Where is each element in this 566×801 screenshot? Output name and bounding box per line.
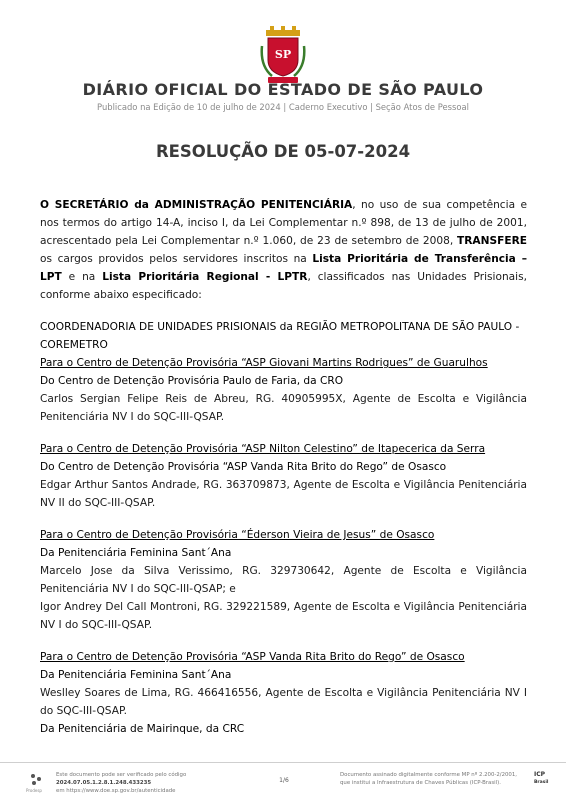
intro-text-2: os cargos providos pelos servidores inscritos na bbox=[40, 253, 313, 265]
origin-unit: Da Penitenciária de Mairinque, da CRC bbox=[40, 723, 245, 735]
prodesp-logo-label: Prodesp bbox=[26, 788, 42, 793]
server-entry: Marcelo Jose da Silva Verissimo, RG. 329730642, Agente de Escolta e Vigilância Penitenciária NV I do SQC-III-QSAP; e bbox=[40, 565, 527, 595]
intro-list-lpt: Lista Prioritária de Transferência – LPT bbox=[40, 253, 527, 283]
brasil-label: Brasil bbox=[534, 780, 549, 785]
server-entry: Igor Andrey Del Call Montroni, RG. 329221589, Agente de Escolta e Vigilância Penitenciária NV I do SQC-III-QSAP. bbox=[40, 601, 527, 631]
server-entry: Edgar Arthur Santos Andrade, RG. 363709873, Agente de Escolta e Vigilância Penitenciária NV II do SQC-III-QSAP. bbox=[40, 479, 527, 509]
signature-note bbox=[340, 771, 525, 787]
destination-unit: Para o Centro de Detenção Provisória “ASP Giovani Martins Rodrigues” de Guarulhos bbox=[40, 357, 488, 369]
intro-text-3: e na bbox=[61, 271, 103, 283]
server-entry: Weslley Soares de Lima, RG. 466416556, Agente de Escolta e Vigilância Penitenciária NV I do SQC-III-QSAP. bbox=[40, 687, 527, 717]
destination-unit: Para o Centro de Detenção Provisória “ASP Vanda Rita Brito do Rego” de Osasco bbox=[40, 651, 465, 663]
coordination-heading: COORDENADORIA DE UNIDADES PRISIONAIS da REGIÃO METROPOLITANA DE SÃO PAULO - COREMETRO bbox=[40, 321, 520, 351]
signature-text-1: Documento assinado digitalmente conforme MP nº 2.200-2/2001, bbox=[340, 772, 518, 778]
transfer-section bbox=[40, 648, 527, 738]
resolution-title: RESOLUÇÃO DE 05-07-2024 bbox=[155, 142, 411, 161]
icp-label: ICP bbox=[534, 771, 546, 778]
svg-text:SP: SP bbox=[274, 48, 292, 61]
origin-unit: Da Penitenciária Feminina Sant´Ana bbox=[40, 669, 232, 681]
destination-unit: Para o Centro de Detenção Provisória “Éderson Vieira de Jesus” de Osasco bbox=[40, 529, 435, 541]
intro-list-lptr: Lista Prioritária Regional - LPTR bbox=[102, 271, 308, 283]
icp-brasil-logo bbox=[534, 771, 554, 786]
intro-text-4: , classificados nas Unidades Prisionais, conforme abaixo especificado: bbox=[40, 271, 528, 301]
page-footer bbox=[0, 762, 566, 801]
intro-text-1: , no uso de sua competência e nos termos do artigo 14-A, inciso I, da Lei Complementar n.º 898, de 13 de julho de 2001, acrescentado pela Lei Complementar n.º 1.060, de 23 de setembro de 2008, bbox=[40, 199, 528, 247]
verification-link[interactable]: em https://www.doe.sp.gov.br/autenticidade bbox=[56, 788, 176, 794]
verification-code: 2024.07.05.1.2.8.1.248.433235 bbox=[56, 780, 152, 786]
origin-unit: Do Centro de Detenção Provisória Paulo de Faria, da CRO bbox=[40, 375, 344, 387]
gazette-title: DIÁRIO OFICIAL DO ESTADO DE SÃO PAULO bbox=[82, 80, 484, 99]
server-entry: Carlos Sergian Felipe Reis de Abreu, RG. 40905995X, Agente de Escolta e Vigilância Penitenciária NV I do SQC-III-QSAP. bbox=[40, 393, 527, 423]
verification-text: Este documento pode ser verificado pelo código bbox=[56, 772, 187, 778]
intro-paragraph bbox=[40, 196, 527, 304]
publication-info: Publicado na Edição de 10 de julho de 2024 | Caderno Executivo | Seção Atos de Pessoal bbox=[97, 102, 469, 112]
document-body bbox=[40, 196, 527, 738]
transfer-section bbox=[40, 440, 527, 512]
destination-unit: Para o Centro de Detenção Provisória “ASP Nilton Celestino” de Itapecerica da Serra bbox=[40, 443, 486, 455]
sao-paulo-coat-of-arms-icon bbox=[260, 26, 306, 84]
signature-text-2: que institui a Infraestrutura de Chaves Públicas (ICP-Brasil). bbox=[340, 780, 501, 786]
page-number: 1/6 bbox=[279, 777, 289, 784]
verification-note bbox=[56, 771, 266, 795]
transfer-section bbox=[40, 354, 527, 426]
prodesp-logo-icon bbox=[30, 773, 42, 787]
intro-action: TRANSFERE bbox=[457, 235, 527, 247]
intro-authority: O SECRETÁRIO da ADMINISTRAÇÃO PENITENCIÁRIA bbox=[40, 199, 353, 211]
origin-unit: Da Penitenciária Feminina Sant´Ana bbox=[40, 547, 232, 559]
transfer-section bbox=[40, 526, 527, 634]
origin-unit: Do Centro de Detenção Provisória “ASP Vanda Rita Brito do Rego” de Osasco bbox=[40, 461, 447, 473]
